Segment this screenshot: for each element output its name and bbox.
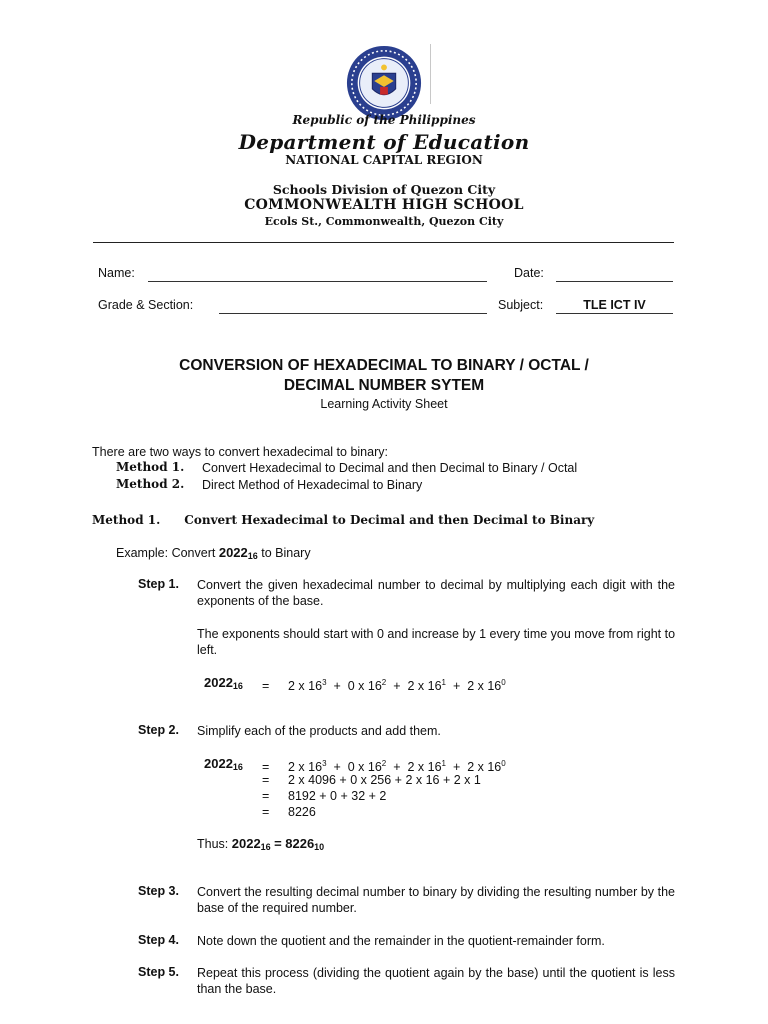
school-address: Ecols St., Commonwealth, Quezon City — [264, 215, 504, 228]
thus-prefix: Thus: — [197, 837, 229, 851]
seal-divider — [430, 44, 431, 104]
step1-note: The exponents should start with 0 and increase by 1 every time you move from right to left. — [197, 627, 676, 657]
equals-sign: = — [262, 805, 270, 819]
plus-sign: + — [333, 679, 341, 693]
step2-row — [262, 804, 316, 820]
worksheet-title-line2: DECIMAL NUMBER SYTEM — [283, 377, 485, 394]
worksheet-subtitle: Learning Activity Sheet — [320, 397, 448, 411]
term-exponent: 3 — [322, 759, 327, 768]
term-exponent: 3 — [322, 678, 327, 687]
intro-text: There are two ways to convert hexadecimal to binary: — [92, 445, 388, 459]
step5-text: Repeat this process (dividing the quotient again by the base) until the quotient is less than the base. — [197, 966, 675, 996]
section-key: Method 1. — [92, 513, 161, 527]
row-expression: 2 x 4096 + 0 x 256 + 2 x 16 + 2 x 1 — [288, 773, 481, 787]
term: 0 x 16 — [347, 760, 382, 774]
term-exponent: 0 — [501, 678, 506, 687]
step2-row — [262, 788, 386, 804]
hex-number: 2022 — [231, 836, 261, 851]
method1-description: Convert Hexadecimal to Decimal and then Decimal to Binary / Octal — [202, 461, 578, 475]
example-suffix: to Binary — [261, 546, 311, 560]
step2-row — [262, 772, 481, 788]
section-heading — [92, 513, 594, 527]
term: 2 x 16 — [288, 760, 323, 774]
step2-equation-lhs — [204, 756, 243, 775]
step4-label: Step 4. — [138, 933, 179, 947]
step2-label: Step 2. — [138, 723, 179, 737]
term: 2 x 16 — [288, 679, 323, 693]
step1-equation-lhs — [204, 675, 243, 694]
subject-label: Subject: — [498, 298, 544, 312]
plus-sign: + — [452, 679, 461, 693]
department-heading: Department of Education — [238, 130, 530, 154]
row-expression: 8192 + 0 + 32 + 2 — [288, 789, 387, 803]
plus-sign: + — [393, 760, 401, 774]
plus-sign: + — [333, 760, 341, 774]
term: 2 x 16 — [467, 679, 502, 693]
step1-text: Convert the given hexadecimal number to decimal by multiplying each digit with the exponents of the base. — [197, 578, 675, 608]
term-exponent: 2 — [381, 678, 387, 687]
example-prefix: Example: Convert — [116, 546, 216, 560]
name-field[interactable] — [148, 281, 487, 282]
thus-result — [197, 836, 324, 855]
equation-number: 2022 — [204, 756, 233, 771]
step4-text: Note down the quotient and the remainder in the quotient-remainder form. — [197, 934, 605, 948]
term-exponent: 1 — [441, 678, 446, 687]
method1-key: Method 1. — [116, 460, 185, 474]
decimal-base: 10 — [314, 842, 325, 852]
term: 2 x 16 — [407, 679, 442, 693]
equation-base: 16 — [232, 762, 243, 772]
term: 2 x 16 — [467, 760, 502, 774]
decimal-number: 8226 — [285, 836, 315, 851]
term: 0 x 16 — [347, 679, 382, 693]
equals-sign: = — [274, 836, 282, 851]
step1-equation-rhs — [262, 675, 506, 694]
grade-section-label: Grade & Section: — [98, 298, 194, 312]
step1-label: Step 1. — [138, 577, 179, 591]
step2-text: Simplify each of the products and add them. — [197, 724, 441, 738]
republic-heading: Republic of the Philippines — [292, 113, 476, 127]
step5-label: Step 5. — [138, 965, 179, 979]
subject-field — [556, 313, 673, 314]
example-line — [116, 545, 311, 564]
plus-sign: + — [393, 679, 401, 693]
grade-section-field[interactable] — [219, 313, 487, 314]
date-label: Date: — [514, 266, 544, 280]
plus-sign: + — [452, 760, 461, 774]
name-label: Name: — [98, 266, 135, 280]
term-exponent: 2 — [381, 759, 387, 768]
term-exponent: 0 — [501, 759, 506, 768]
region-heading: NATIONAL CAPITAL REGION — [285, 153, 483, 167]
example-base: 16 — [247, 551, 258, 561]
equals-sign: = — [262, 679, 270, 693]
step3-text: Convert the resulting decimal number to binary by dividing the resulting number by the base of the required number. — [197, 885, 675, 915]
worksheet-title-line1: CONVERSION OF HEXADECIMAL TO BINARY / OCTAL / — [179, 357, 589, 374]
subject-value: TLE ICT IV — [583, 298, 646, 312]
method2-description: Direct Method of Hexadecimal to Binary — [202, 478, 423, 492]
term-exponent: 1 — [441, 759, 446, 768]
row-expression: 8226 — [288, 805, 316, 819]
method2-key: Method 2. — [116, 477, 185, 491]
section-title: Convert Hexadecimal to Decimal and then Decimal to Binary — [184, 513, 595, 527]
equals-sign: = — [262, 773, 270, 787]
hex-base: 16 — [260, 842, 271, 852]
header-divider — [93, 242, 674, 243]
step3-label: Step 3. — [138, 884, 179, 898]
deped-seal-logo — [345, 44, 423, 122]
division-heading: Schools Division of Quezon City — [272, 182, 496, 197]
school-name: COMMONWEALTH HIGH SCHOOL — [244, 197, 524, 213]
example-number: 2022 — [218, 545, 248, 560]
equation-base: 16 — [232, 681, 243, 691]
term: 2 x 16 — [407, 760, 442, 774]
equation-number: 2022 — [204, 675, 233, 690]
equals-sign: = — [262, 760, 270, 774]
date-field[interactable] — [556, 281, 673, 282]
equals-sign: = — [262, 789, 270, 803]
